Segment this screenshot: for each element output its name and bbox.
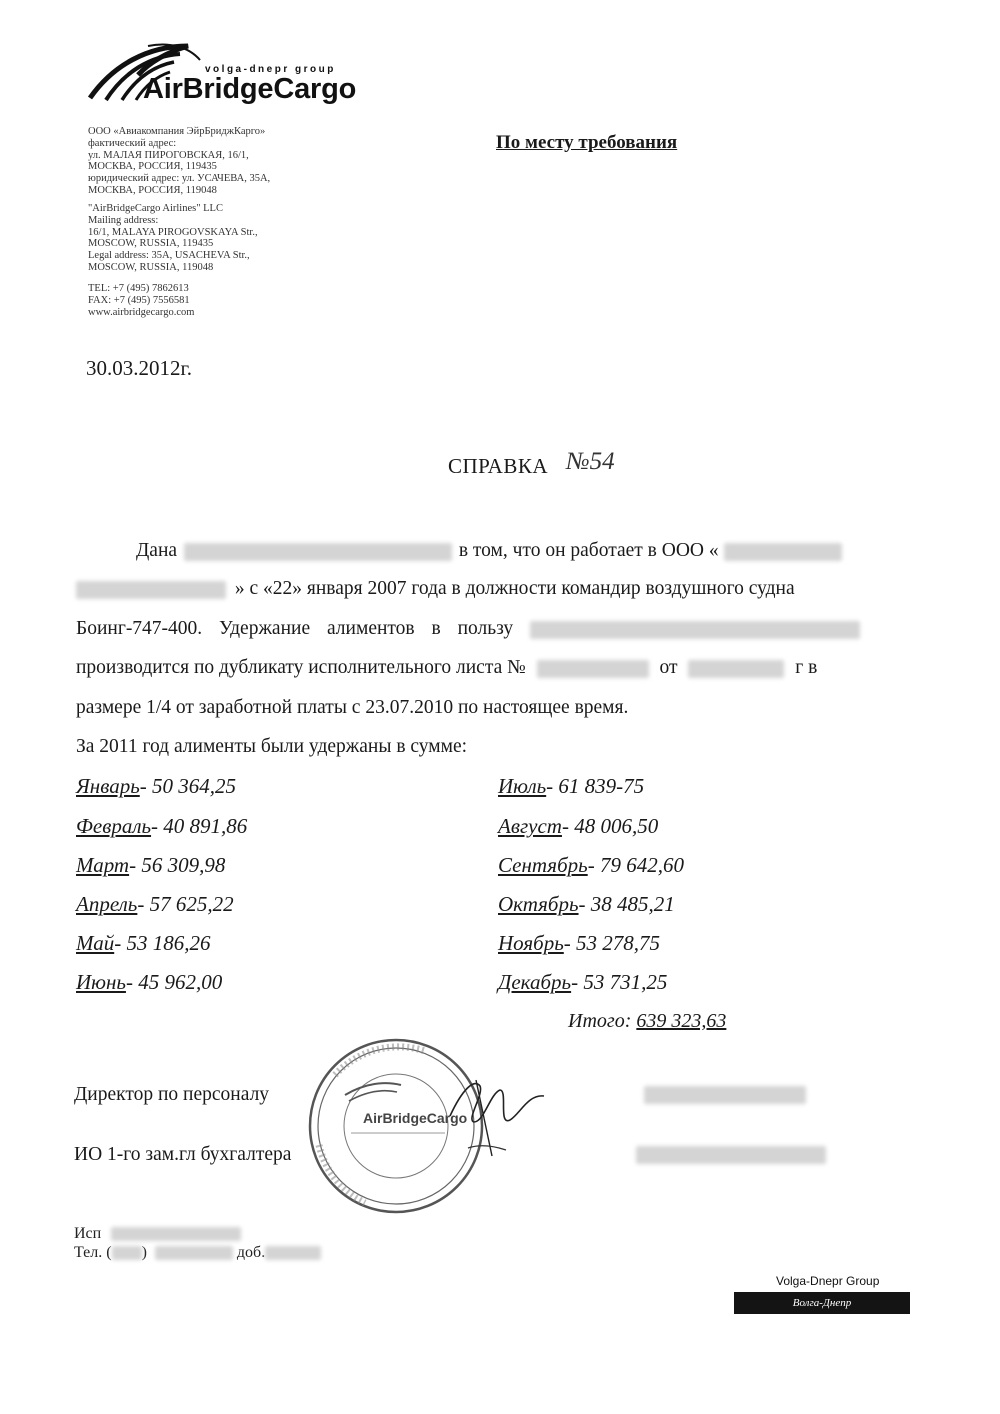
- payment-amount: - 53 278,75: [563, 931, 661, 955]
- redacted-phone-ext: [265, 1246, 321, 1260]
- redacted-beneficiary: [530, 621, 860, 639]
- redacted-name: [184, 543, 452, 561]
- payment-amount: - 48 006,50: [561, 814, 659, 838]
- payment-amount: - 45 962,00: [125, 970, 223, 994]
- payment-month: Сентябрь: [498, 853, 588, 877]
- payment-row: [76, 892, 234, 917]
- payment-month: Апрель: [76, 892, 138, 916]
- total-row: [568, 1010, 726, 1033]
- redacted-company: [76, 581, 226, 599]
- address-en-line: Legal address: 35A, USACHEVA Str.,: [88, 250, 250, 262]
- redacted-doc-date: [688, 660, 784, 678]
- volga-dnepr-bar-text: Волга-Днепр: [792, 1297, 852, 1309]
- address-en-line: MOSCOW, RUSSIA, 119435: [88, 238, 214, 250]
- contact-line: TEL: +7 (495) 7862613: [88, 283, 189, 294]
- body-text: производится по дубликату исполнительного листа №: [76, 657, 526, 678]
- contacts-block: [88, 283, 194, 318]
- redacted-accountant-name: [636, 1146, 826, 1164]
- address-ru-line: юридический адрес: ул. УСАЧЕВА, 35А,: [88, 173, 271, 185]
- payment-month: Август: [498, 814, 562, 838]
- payment-month: Июль: [498, 774, 547, 798]
- document-title: СПРАВКА: [448, 454, 549, 478]
- payment-amount: - 53 731,25: [571, 970, 668, 994]
- logo-brand-text: AirBridgeCargo: [143, 73, 357, 105]
- redacted-phone-code: [112, 1246, 142, 1260]
- phone-ext-label: доб.: [236, 1244, 266, 1261]
- accountant-signature-label: ИО 1-го зам.гл бухгалтера: [74, 1144, 292, 1165]
- payment-month: Июнь: [76, 970, 126, 994]
- address-en-line: 16/1, MALAYA PIROGOVSKAYA Str.,: [88, 226, 258, 238]
- payment-amount: - 38 485,21: [578, 892, 675, 916]
- body-line-5: размере 1/4 от заработной платы с 23.07.2010 по настоящее время.: [76, 697, 629, 718]
- body-text: в том, что он работает в ООО «: [458, 540, 719, 561]
- payment-amount: - 40 891,86: [151, 814, 248, 838]
- payment-row: [498, 931, 660, 956]
- executor-line: [74, 1225, 241, 1243]
- redacted-phone: [155, 1246, 233, 1260]
- address-en-line: Mailing address:: [88, 214, 159, 226]
- payment-row: [498, 970, 667, 995]
- body-line-2: [76, 578, 795, 600]
- document-date: 30.03.2012г.: [86, 356, 192, 380]
- contact-line: FAX: +7 (495) 7556581: [88, 294, 190, 306]
- payment-amount: - 53 186,26: [114, 931, 211, 955]
- address-en-line: "AirBridgeCargo Airlines" LLC: [88, 203, 223, 214]
- stamp-text: AirBridgeCargo: [363, 1110, 468, 1126]
- redacted-director-name: [644, 1086, 806, 1104]
- phone-label: Тел. (: [74, 1244, 112, 1261]
- payment-row: [76, 931, 210, 956]
- body-line-1: [136, 540, 842, 562]
- payment-row: [76, 970, 222, 995]
- payment-month: Декабрь: [498, 970, 572, 994]
- payment-month: Февраль: [76, 814, 152, 838]
- payment-month: Ноябрь: [498, 931, 564, 955]
- address-ru-line: ООО «Авиакомпания ЭйрБриджКарго»: [88, 126, 266, 137]
- address-ru-line: фактический адрес:: [88, 137, 177, 149]
- payment-amount: - 79 642,60: [587, 853, 684, 877]
- payment-row: [498, 774, 644, 799]
- logo-group-text: volga-dnepr group: [205, 64, 336, 75]
- address-en-block: [88, 203, 258, 274]
- body-text: от: [659, 657, 678, 678]
- director-signature-label: Директор по персоналу: [74, 1084, 270, 1105]
- total-value: 639 323,63: [636, 1010, 727, 1032]
- body-line-3: [76, 618, 860, 640]
- executor-label: Исп: [74, 1225, 102, 1242]
- body-text: Дана: [136, 540, 178, 561]
- volga-dnepr-group-label: Volga-Dnepr Group: [776, 1274, 880, 1288]
- phone-line: [74, 1244, 321, 1262]
- address-ru-line: МОСКВА, РОССИЯ, 119435: [88, 161, 217, 173]
- volga-dnepr-logo-bar: [734, 1292, 910, 1314]
- payment-row: [76, 814, 247, 839]
- payment-row: [76, 774, 236, 799]
- recipient-heading: По месту требования: [496, 132, 678, 153]
- payment-amount: - 50 364,25: [139, 774, 236, 798]
- payment-row: [498, 814, 658, 839]
- address-ru-block: [88, 126, 270, 197]
- redacted-company: [724, 543, 842, 561]
- payment-month: Октябрь: [498, 892, 579, 916]
- body-line-6: За 2011 год алименты были удержаны в сумме:: [76, 736, 468, 757]
- payment-month: Январь: [76, 774, 140, 798]
- payment-amount: - 61 839-75: [546, 774, 645, 798]
- address-ru-line: ул. МАЛАЯ ПИРОГОВСКАЯ, 16/1,: [88, 149, 249, 161]
- payment-row: [498, 853, 684, 878]
- phone-label-close: ): [141, 1244, 147, 1261]
- payment-amount: - 56 309,98: [129, 853, 226, 877]
- payment-amount: - 57 625,22: [137, 892, 234, 916]
- redacted-doc-number: [537, 660, 649, 678]
- body-text: Боинг-747-400. Удержание алиментов в пользу: [76, 618, 514, 639]
- payment-row: [498, 892, 675, 917]
- payment-month: Май: [76, 931, 115, 955]
- address-ru-line: МОСКВА, РОССИЯ, 119048: [88, 184, 217, 196]
- document-number: №54: [566, 448, 615, 475]
- body-line-4: [76, 657, 817, 679]
- handwritten-signature-icon: [440, 1060, 550, 1170]
- redacted-executor: [111, 1227, 241, 1241]
- address-en-line: MOSCOW, RUSSIA, 119048: [88, 261, 214, 273]
- body-text: г в: [795, 657, 818, 678]
- payment-month: Март: [76, 853, 130, 877]
- body-text: » с «22» января 2007 года в должности командир воздушного судна: [234, 578, 795, 599]
- payment-row: [76, 853, 225, 878]
- website-link: www.airbridgecargo.com: [88, 306, 195, 318]
- total-label: Итого:: [568, 1010, 632, 1032]
